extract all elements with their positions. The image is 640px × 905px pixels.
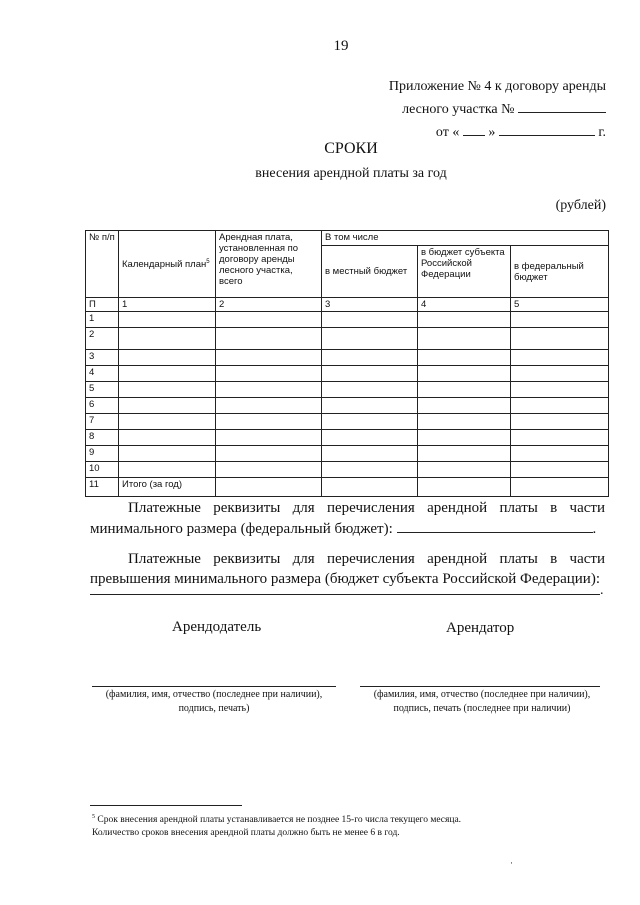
cell — [511, 430, 609, 446]
date-mid: » — [488, 125, 496, 140]
header-local: в местный бюджет — [322, 246, 418, 298]
cell — [322, 446, 418, 462]
date-suffix: г. — [598, 125, 606, 140]
cell — [418, 462, 511, 478]
appendix-line-2 — [276, 98, 606, 121]
cell — [322, 366, 418, 382]
regional-details-blank — [90, 594, 600, 595]
cell — [119, 366, 216, 382]
cell — [418, 382, 511, 398]
appendix-header — [276, 76, 606, 144]
cell — [511, 414, 609, 430]
table-row — [86, 462, 609, 478]
stray-mark: · — [510, 858, 513, 868]
table-row — [86, 430, 609, 446]
period: . — [592, 521, 597, 537]
cell — [119, 430, 216, 446]
payment-details-federal — [90, 498, 605, 539]
cell — [511, 478, 609, 497]
column-number: 3 — [322, 298, 418, 312]
plot-number-blank — [518, 98, 606, 113]
cell — [418, 430, 511, 446]
row-number: 3 — [86, 350, 119, 366]
table-row — [86, 366, 609, 382]
row-number: 1 — [86, 312, 119, 328]
cell — [511, 462, 609, 478]
column-number: 4 — [418, 298, 511, 312]
cell — [511, 382, 609, 398]
footnote-1-text: Срок внесения арендной платы устанавливается не позднее 15-го числа текущего месяца. — [97, 815, 462, 825]
total-label: Итого (за год) — [119, 478, 216, 497]
row-number: 8 — [86, 430, 119, 446]
table-row — [86, 398, 609, 414]
cell — [418, 312, 511, 328]
appendix-plot-label: лесного участка № — [402, 102, 515, 117]
column-number: 5 — [511, 298, 609, 312]
payment-details-regional — [90, 549, 605, 589]
lessee-signature-line — [360, 686, 600, 687]
cell — [216, 382, 322, 398]
header-calendar: Календарный план$^5$ — [119, 231, 216, 298]
document-title: СРОКИ — [324, 140, 378, 157]
cell — [322, 328, 418, 350]
table-row — [86, 312, 609, 328]
document-subtitle: внесения арендной платы за год — [255, 166, 447, 181]
units-label: (рублей) — [555, 198, 606, 213]
period: . — [600, 583, 604, 598]
cell — [418, 446, 511, 462]
footnote-mark: 5 — [92, 813, 95, 820]
cell — [322, 430, 418, 446]
row-number: 7 — [86, 414, 119, 430]
cell — [216, 350, 322, 366]
cell — [216, 328, 322, 350]
cell — [322, 478, 418, 497]
cell — [119, 462, 216, 478]
column-number: 2 — [216, 298, 322, 312]
cell — [322, 414, 418, 430]
appendix-line-1: Приложение № 4 к договору аренды — [388, 79, 606, 94]
table-row — [86, 350, 609, 366]
table-row-total — [86, 478, 609, 497]
payment-details-federal-text: Платежные реквизиты для перечисления арендной платы в части минимального размера (федеральный бюджет): — [90, 500, 605, 537]
cell — [322, 462, 418, 478]
cell — [216, 446, 322, 462]
row-number: 11 — [86, 478, 119, 497]
column-number: 1 — [119, 298, 216, 312]
cell — [216, 414, 322, 430]
cell — [322, 382, 418, 398]
row-number: 6 — [86, 398, 119, 414]
cell — [216, 312, 322, 328]
date-prefix: от « — [435, 125, 460, 140]
cell — [511, 366, 609, 382]
cell — [322, 350, 418, 366]
cell — [418, 414, 511, 430]
cell — [119, 446, 216, 462]
cell — [511, 328, 609, 350]
lessor-label: Арендодатель — [172, 619, 262, 635]
header-regional: в бюджет субъекта Российской Федерации — [418, 246, 511, 298]
cell — [418, 328, 511, 350]
month-year-blank — [499, 121, 595, 136]
cell — [216, 478, 322, 497]
cell — [418, 366, 511, 382]
footnote-separator — [90, 805, 242, 806]
payment-details-regional-text: Платежные реквизиты для перечисления арендной платы в части превышения минимального размера (бюджет субъекта Российской Федерации): — [90, 551, 605, 587]
cell — [418, 478, 511, 497]
header-rent: Арендная плата, установленная по договору аренды лесного участка, всего — [216, 231, 322, 298]
row-number: 5 — [86, 382, 119, 398]
cell — [216, 430, 322, 446]
cell — [322, 398, 418, 414]
cell — [119, 414, 216, 430]
table-row — [86, 382, 609, 398]
federal-details-blank — [397, 518, 593, 533]
cell — [216, 398, 322, 414]
cell — [216, 366, 322, 382]
cell — [216, 462, 322, 478]
cell — [418, 350, 511, 366]
table-row — [86, 328, 609, 350]
cell — [322, 312, 418, 328]
lessor-caption: (фамилия, имя, отчество (последнее при наличии), подпись, печать) — [105, 689, 323, 714]
row-number: 10 — [86, 462, 119, 478]
lessee-label: Арендатор — [446, 620, 515, 636]
cell — [511, 312, 609, 328]
header-including: В том числе — [322, 231, 609, 246]
cell — [511, 350, 609, 366]
lessor-signature-line — [92, 686, 336, 687]
column-number: П — [86, 298, 119, 312]
page-number: 19 — [333, 38, 349, 54]
table-row — [86, 414, 609, 430]
table-row — [86, 446, 609, 462]
row-number: 4 — [86, 366, 119, 382]
footnote-1 — [92, 814, 461, 827]
footnote-2: Количество сроков внесения арендной платы должно быть не менее 6 в год. — [92, 828, 400, 838]
row-number: 9 — [86, 446, 119, 462]
cell — [119, 350, 216, 366]
cell — [119, 328, 216, 350]
footnote-ref: 5 — [206, 258, 210, 265]
column-numbers-row — [86, 298, 609, 312]
lessee-caption: (фамилия, имя, отчество (последнее при наличии), подпись, печать (последнее при наличии) — [373, 689, 591, 714]
cell — [119, 398, 216, 414]
header-federal: в федеральный бюджет — [511, 246, 609, 298]
cell — [119, 382, 216, 398]
cell — [511, 446, 609, 462]
cell — [511, 398, 609, 414]
payment-schedule-table — [85, 230, 609, 497]
cell — [418, 398, 511, 414]
cell — [119, 312, 216, 328]
header-num: № п/п — [86, 231, 119, 298]
row-number: 2 — [86, 328, 119, 350]
day-blank — [463, 121, 485, 136]
